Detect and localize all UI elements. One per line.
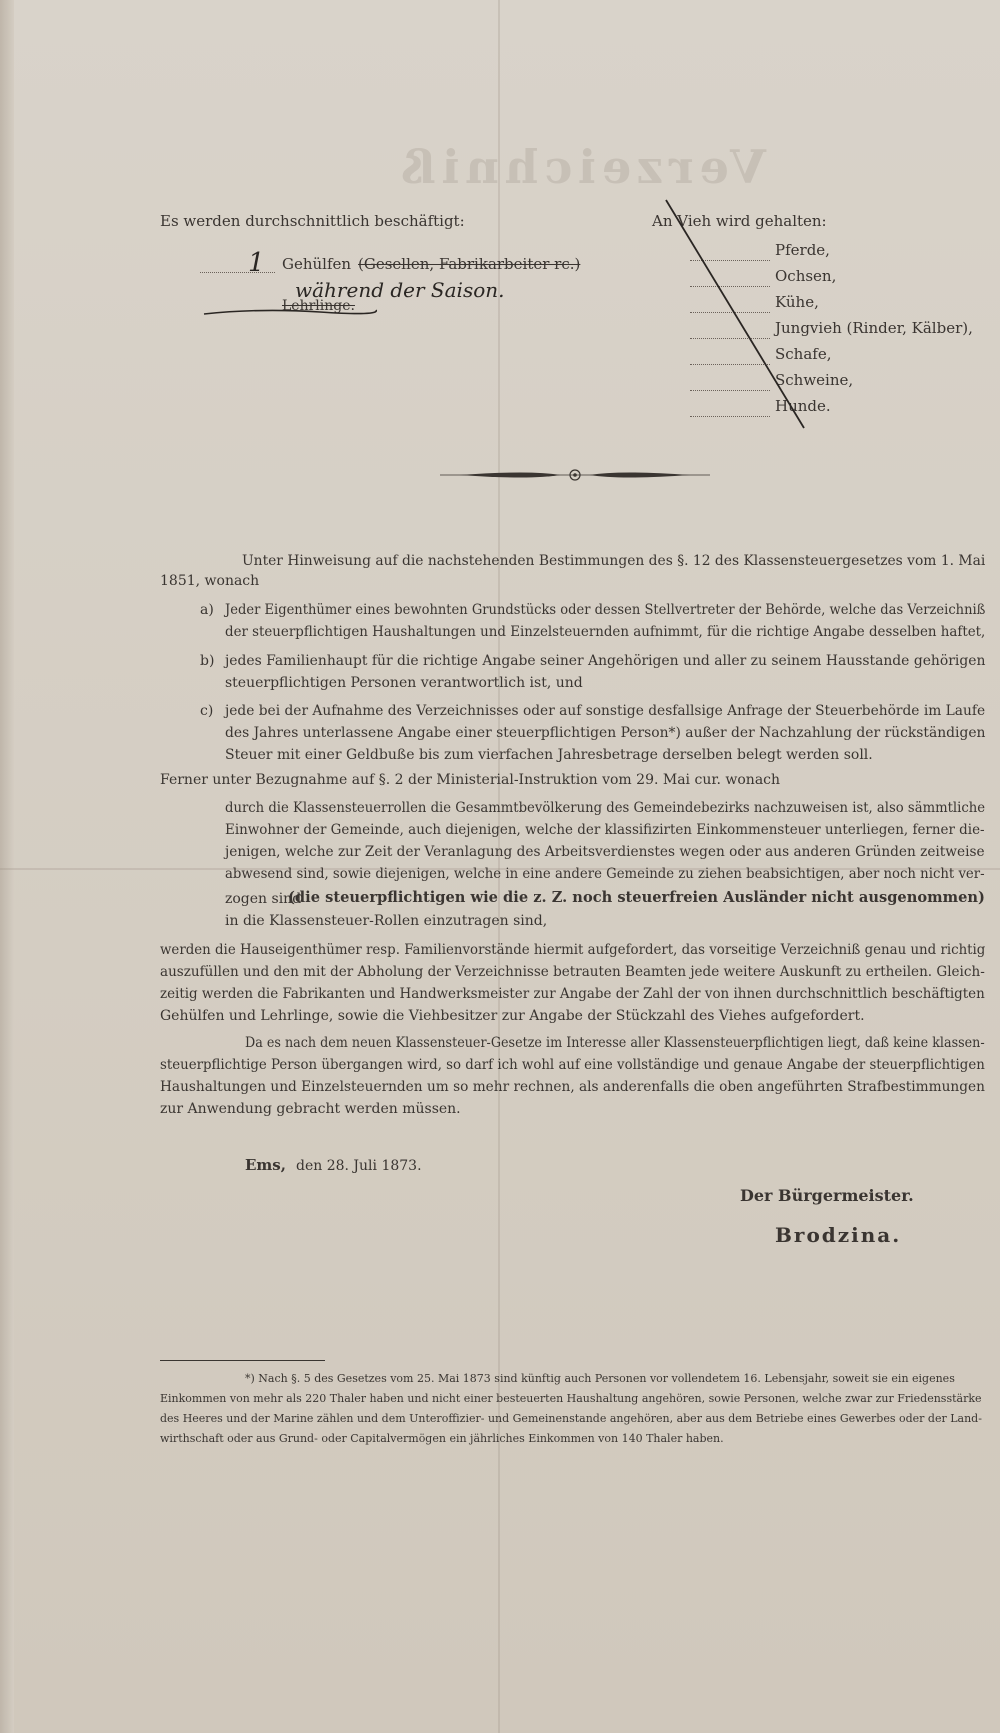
livestock-item: Ochsen, (775, 267, 837, 285)
item-b-line: steuerpflichtigen Personen verantwortlich ist, und (225, 675, 583, 691)
season-handwritten: während der Saison. (295, 278, 505, 302)
instruction-line: zogen sind (225, 891, 302, 907)
item-a-line: Jeder Eigenthümer eines bewohnten Grundstücks oder dessen Stellvertreter der Behörde, welche das Verzeichniß (225, 602, 986, 618)
item-a-label: a) (200, 602, 214, 618)
signature-name: Brodzina. (775, 1223, 902, 1247)
livestock-item: Jungvieh (Rinder, Kälber), (775, 319, 973, 337)
footnote-rule (160, 1360, 325, 1361)
item-b-label: b) (200, 653, 215, 669)
livestock-item: Hunde. (775, 397, 831, 415)
livestock-item: Schweine, (775, 371, 854, 389)
footnote-line: Einkommen von mehr als 220 Thaler haben und nicht einer besteuerten Haushaltung angehören, sowie Personen, welche zwar zur Friedensstärke (160, 1392, 982, 1405)
apprentices-struck-text: Lehrlinge. (282, 298, 355, 314)
footnote-line: *) Nach §. 5 des Gesetzes vom 25. Mai 1873 sind künftig auch Personen vor vollendetem 16. Lebensjahr, soweit sie ein eigenes (245, 1372, 955, 1385)
ferner-line: Ferner unter Bezugnahme auf §. 2 der Ministerial-Instruktion vom 29. Mai cur. wonach (160, 772, 781, 788)
item-c-line: jede bei der Aufnahme des Verzeichnisses oder auf sonstige desfallsige Anfrage der Steuerbehörde im Laufe (225, 703, 986, 719)
livestock-item: Kühe, (775, 293, 819, 311)
assistants-label: Gehülfen (282, 255, 352, 273)
item-c-label: c) (200, 703, 214, 719)
item-c-line: des Jahres unterlassene Angabe einer steuerpflichtigen Person*) außer der Nachzahlung der rückständigen (225, 725, 986, 741)
item-a-line: der steuerpflichtigen Haushaltungen und Einzelsteuernden aufnimmt, für die richtige Angabe desselben haftet, (225, 624, 986, 640)
instruction-line: durch die Klassensteuerrollen die Gesammtbevölkerung des Gemeindebezirks nachzuweisen ist, also sämmtliche (225, 800, 986, 816)
werden-line: werden die Hauseigenthümer resp. Familienvorstände hiermit aufgefordert, das vorseitige Verzeichniß genau und richtig (160, 942, 986, 958)
da-line: steuerpflichtige Person übergangen wird, so darf ich wohl auf eine vollständige und genaue Angabe der steuerpflichtigen (160, 1057, 985, 1073)
item-c-line: Steuer mit einer Geldbuße bis zum vierfachen Jahresbetrage derselben belegt werden soll. (225, 747, 873, 763)
employed-label: Es werden durchschnittlich beschäftigt: (160, 212, 465, 230)
werden-line: zeitig werden die Fabrikanten und Handwerksmeister zur Angabe der Zahl der von ihnen durchschnittlich beschäftigten (160, 986, 985, 1002)
intro-line: 1851, wonach (160, 573, 260, 589)
livestock-item: Schafe, (775, 345, 832, 363)
instruction-line: jenigen, welche zur Zeit der Veranlagung des Arbeitsverdienstes wegen oder aus anderen Gründen zeitweise (225, 844, 985, 860)
footnote-line: des Heeres und der Marine zählen und dem Unteroffizier- und Gemeinenstande angehören, aber aus dem Betriebe eines Gewerbes oder der Land- (160, 1412, 982, 1425)
instruction-line: abwesend sind, sowie diejenigen, welche in eine andere Gemeinde zu ziehen beabsichtigen, aber noch nicht ver- (225, 866, 985, 882)
intro-line: Unter Hinweisung auf die nachstehenden Bestimmungen des §. 12 des Klassensteuergesetzes vom 1. Mai (242, 553, 986, 569)
foreigners-emphasis: (die steuerpflichtigen wie die z. Z. noch steuerfreien Ausländer nicht ausgenommen) (288, 888, 985, 906)
da-line: zur Anwendung gebracht werden müssen. (160, 1101, 461, 1117)
apprentices-strike-stroke (200, 300, 380, 322)
livestock-cancel-stroke (660, 196, 810, 436)
assistants-struck-text: (Gesellen, Fabrikarbeiter rc.) (358, 255, 581, 273)
signature-title: Der Bürgermeister. (740, 1186, 914, 1205)
werden-line: auszufüllen und den mit der Abholung der Verzeichnisse betrauten Beamten jede weitere Auskunft zu ertheilen. Gleich- (160, 964, 985, 980)
place-name: Ems, (245, 1156, 286, 1174)
footnote-line: wirthschaft oder aus Grund- oder Capitalvermögen ein jährliches Einkommen von 140 Thaler haben. (160, 1432, 724, 1445)
ornament-divider (440, 466, 710, 484)
werden-line: Gehülfen und Lehrlinge, sowie die Viehbesitzer zur Angabe der Stückzahl des Viehes aufgefordert. (160, 1008, 865, 1024)
date-text: den 28. Juli 1873. (296, 1158, 422, 1174)
count-handwritten: 1 (248, 248, 265, 278)
bleed-through-title: Verzeichniß (395, 140, 767, 194)
da-line: Haushaltungen und Einzelsteuernden um so mehr rechnen, als anderenfalls die oben angeführten Strafbestimmungen (160, 1079, 985, 1095)
da-line: Da es nach dem neuen Klassensteuer-Gesetze im Interesse aller Klassensteuerpflichtigen liegt, daß keine klassen- (245, 1035, 985, 1051)
instruction-line: Einwohner der Gemeinde, auch diejenigen, welche der klassifizirten Einkommensteuer unterliegen, ferner die- (225, 822, 985, 838)
livestock-item: Pferde, (775, 241, 830, 259)
livestock-title: An Vieh wird gehalten: (652, 212, 827, 230)
instruction-line: in die Klassensteuer-Rollen einzutragen sind, (225, 913, 548, 929)
item-b-line: jedes Familienhaupt für die richtige Angabe seiner Angehörigen und aller zu seinem Hausstande gehörigen (225, 653, 986, 669)
